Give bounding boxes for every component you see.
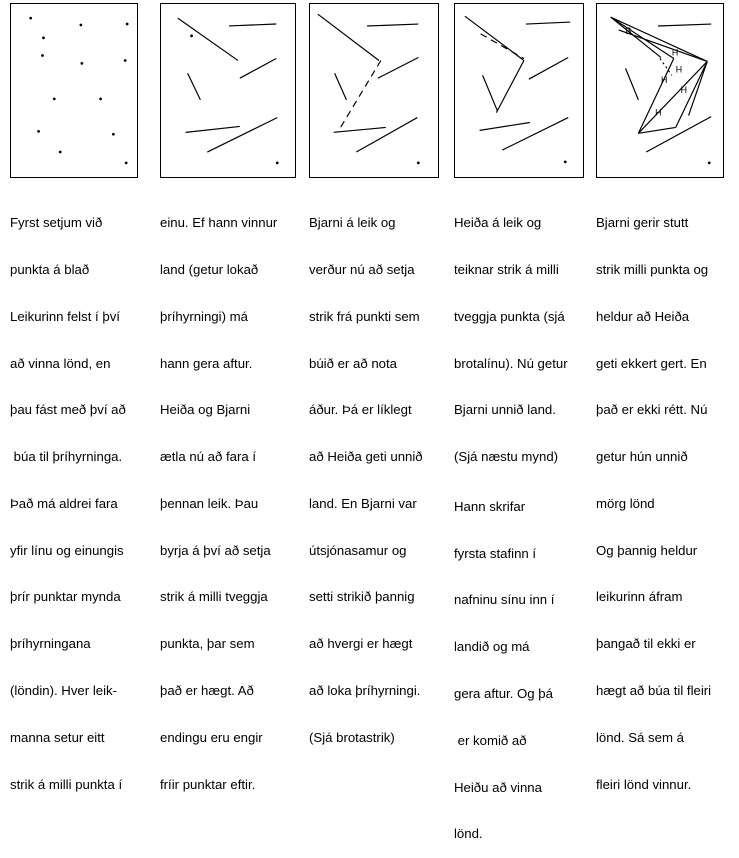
caption-line: verður nú að setja [309, 261, 415, 277]
caption-line: Hann skrifar [454, 498, 526, 514]
caption-line: einu. Ef hann vinnur [160, 215, 278, 231]
panel-5-lands-won [596, 3, 724, 178]
caption-line: setti strikið þannig [309, 589, 415, 605]
panel-1-drawing [11, 4, 137, 177]
caption-line: að Heiða geti unnið [309, 449, 423, 465]
land-label-h-1: H [671, 47, 679, 58]
panel-1-dots [10, 3, 138, 178]
caption-line: fleiri lönd vinnur. [596, 776, 692, 792]
caption-line: þríhyrningana [10, 636, 91, 652]
caption-line: (Sjá næstu mynd) [454, 449, 559, 465]
caption-line: að vinna lönd, en [10, 355, 111, 371]
caption-line: byrja á því að setja [160, 542, 271, 558]
caption-line: áður. Þá er líklegt [309, 402, 412, 418]
caption-column-2 [160, 184, 277, 808]
land-label-h-4: H [680, 84, 688, 95]
caption-line: yfir línu og einungis [10, 542, 124, 558]
caption-line: þríhyrningi) má [160, 308, 248, 324]
caption-line: Heiða og Bjarni [160, 402, 251, 418]
caption-line: endingu eru engir [160, 729, 263, 745]
caption-column-3 [309, 184, 423, 761]
caption-line: land (getur lokað [160, 261, 259, 277]
caption-column-4 [454, 184, 568, 858]
caption-line: (Sjá brotastrik) [309, 729, 395, 745]
caption-line: að loka þríhyrningi. [309, 683, 421, 698]
panel-4-heida-stroke [454, 3, 584, 178]
caption-line: Og þannig heldur [596, 542, 698, 558]
caption-line: manna setur eitt [10, 729, 105, 745]
caption-line: Heiða á leik og [454, 215, 542, 231]
panel-5-drawing [597, 4, 723, 177]
caption-line: tveggja punkta (sjá [454, 308, 565, 324]
caption-line: hægt að búa til fleiri [596, 683, 712, 698]
caption-line: þau fást með því að [10, 402, 126, 418]
caption-column-5 [596, 184, 711, 808]
caption-line: það er hægt. Að [160, 683, 254, 698]
caption-line: strik milli punkta og [596, 261, 709, 277]
caption-line: leikurinn áfram [596, 589, 683, 605]
caption-line: búa til þríhyrninga. [10, 449, 123, 465]
panel-2-strokes [160, 3, 296, 178]
panel-3-drawing [310, 4, 438, 177]
caption-line: búið er að nota [309, 355, 397, 371]
caption-line: þrír punktar mynda [10, 589, 121, 605]
caption-line: strik á milli punkta í [10, 776, 123, 792]
panel-4-drawing [455, 4, 583, 177]
caption-line: gera aftur. Og þá [454, 686, 553, 701]
caption-column-1 [10, 184, 126, 808]
caption-line: landið og má [454, 639, 530, 655]
caption-line: heldur að Heiða [596, 308, 690, 324]
land-label-h-5: H [655, 107, 662, 118]
caption-line: ætla nú að fara í [160, 449, 257, 465]
caption-line: Það má aldrei fara [10, 495, 118, 511]
caption-line: punkta, þar sem [160, 636, 255, 652]
caption-line: lönd. Sá sem á [596, 729, 684, 745]
caption-line: er komið að [454, 732, 527, 748]
caption-line: Bjarni gerir stutt [596, 215, 689, 231]
caption-line: getur hún unnið [596, 449, 688, 465]
caption-line: land. En Bjarni var [309, 495, 417, 511]
caption-line: (löndin). Hver leik- [10, 683, 117, 698]
caption-line: nafninu sínu inn í [454, 592, 555, 608]
caption-line: Heiðu að vinna [454, 779, 542, 795]
caption-line: Bjarni á leik og [309, 215, 396, 231]
caption-line: Bjarni unnið land. [454, 402, 556, 418]
caption-line: geti ekkert gert. En [596, 355, 707, 371]
caption-line: það er ekki rétt. Nú [596, 402, 708, 418]
caption-line: mörg lönd [596, 495, 655, 511]
caption-line: fyrsta stafinn í [454, 545, 537, 561]
caption-line: teiknar strik á milli [454, 261, 559, 277]
caption-line: að hvergi er hægt [309, 636, 413, 652]
caption-line: fríir punktar eftir. [160, 776, 256, 792]
land-label-b: B [625, 25, 632, 36]
panel-3-dashed-stroke [309, 3, 439, 178]
caption-line: Fyrst setjum við [10, 215, 103, 231]
panel-2-drawing [161, 4, 295, 177]
caption-line: punkta á blað [10, 261, 90, 277]
caption-line: Leikurinn felst í því [10, 308, 120, 324]
land-label-h-3: H [660, 75, 668, 86]
caption-line: hann gera aftur. [160, 355, 253, 371]
caption-line: þennan leik. Þau [160, 495, 259, 511]
land-label-h-2: H [675, 64, 683, 75]
caption-line: þangað til ekki er [596, 636, 696, 652]
caption-line: strik frá punkti sem [309, 308, 420, 324]
caption-line: strik á milli tveggja [160, 589, 268, 605]
caption-line: lönd. [454, 826, 483, 842]
caption-line: útsjónasamur og [309, 542, 407, 558]
caption-line: brotalínu). Nú getur [454, 355, 568, 371]
